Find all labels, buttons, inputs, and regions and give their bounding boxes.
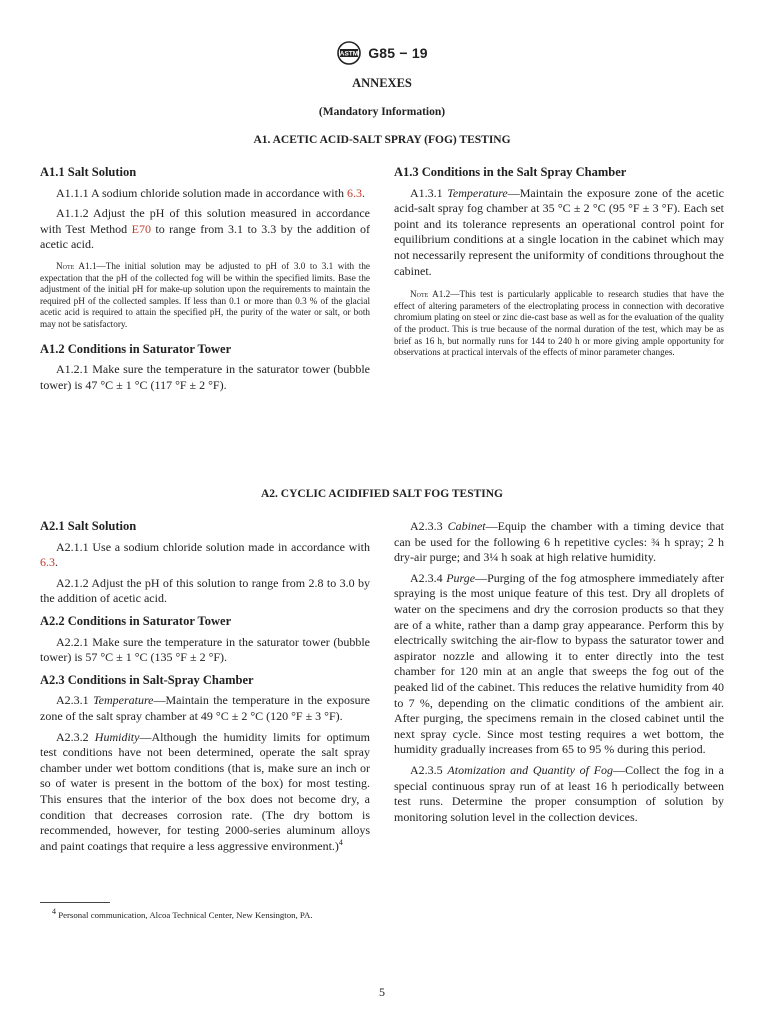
a2-right-column (394, 519, 724, 825)
para-a2-3-2: A2.3.2 Humidity—Although the humidity limits for optimum test conditions have not been determined, operate the salt spray chamber under wet bottom conditions (that is, make sure an inch or so of water is present in the bottom of the box) for most testing. This ensures that the interior of the box does not become dry, a condition that decreases corrosion rate. (The dry bottom is recommended, however, for testing 2000-series aluminum alloys and paint coatings that require a less aggressive environment.)$^4$ (40, 729, 370, 853)
para-a2-2-1: A2.2.1 Make sure the temperature in the saturator tower (bubble tower) is 57 °C ± 1 °C (135 °F ± 2 °F). (40, 634, 370, 665)
annex-a1-title: A1. ACETIC ACID-SALT SPRAY (FOG) TESTING (253, 134, 511, 146)
annexes-heading: ANNEXES (352, 76, 412, 90)
para-a1-2-1: A1.2.1 Make sure the temperature in the saturator tower (bubble tower) is 47 °C ± 1 °C (117 °F ± 2 °F). (40, 362, 370, 392)
para-a2-3-4: A2.3.4 Purge—Purging of the fog atmosphere immediately after spraying is the most unique feature of this test. Dry all droplets of water on the specimens and dry the corrosion products so that they are of a white, rather than a damp gray appearance. Perform this by electrically switching the air-flow to bypass the saturator tower and aspirator nozzle and allowing it to enter directly into the test chamber for 120 min at an angle that sweeps the fog out of the peaked lid of the cabinet. This reduces the relative humidity from 40 to 7 %, depending on the climatic conditions of the ambient air. After purging, the specimens remain in the closed cabinet until the next spray cycle. Since most testing requires a wet bottom, the humidity gradually increases from 65 to 95 % during this period. (394, 570, 724, 757)
footnote-ref-4[interactable]: 4 (338, 837, 343, 847)
footnote-rule (40, 902, 110, 903)
svg-text:ASTM: ASTM (339, 50, 359, 58)
heading-a2-2: A2.2 Conditions in Saturator Tower (40, 613, 232, 628)
heading-a1-1: A1.1 Salt Solution (40, 165, 137, 179)
a2-left-column (40, 519, 370, 854)
a1-right-column (394, 165, 724, 359)
para-a2-3-3: A2.3.3 Cabinet—Equip the chamber with a timing device that can be used for the following 6 h repetitive cycles: ¾ h spray; 2 h dry-air purge; and 3¼ h soak at high relative humidity. (394, 519, 725, 565)
note-a1-2: Note A1.2—This test is particularly applicable to research studies that have the effect of altering parameters of the electroplating process in connection with decorative chromium plating on steel or zinc die-cast base as well as for the evaluation of the quality of the product. This is true because of the normal duration of the test, which may be as brief as 16 h, but normally runs for 144 to 240 h or more giving ample opportunity for observations at practical intervals of the effects of minor parameter changes. (394, 289, 724, 358)
para-a1-3-1: A1.3.1 Temperature—Maintain the exposure zone of the acetic acid-salt spray fog chamber at 35 °C ± 2 °C (95 °F ± 3 °F). Each set point and its tolerance represents an operational control point for equilibrium conditions at a single location in the cabinet which may not necessarily represent the uniformity of conditions throughout the cabinet. (394, 185, 725, 278)
link-section-6-3-a2[interactable]: 6.3 (40, 555, 55, 570)
heading-a1-2: A1.2 Conditions in Saturator Tower (40, 341, 232, 356)
para-a2-3-5: A2.3.5 Atomization and Quantity of Fog—Collect the fog in a special continuous spray run of at least 16 h periodically between test runs. Determine the proper consumption of solution by monitoring solution level in the collection devices. (394, 762, 725, 824)
note-a1-1: Note A1.1—The initial solution may be adjusted to pH of 3.0 to 3.1 with the expectation that the pH of the collected fog will be within the specified limits. Base the adjustment of the initial pH for make-up solution upon the requirements to maintain the required pH of the collected samples. If less than 0.1 or more than 0.3 % of the glacial acetic acid is required to attain the specified pH, the purity of the water or salt, or both may not be satisfactory. (40, 260, 370, 329)
para-a2-1-1: A2.1.1 Use a sodium chloride solution made in accordance with 6.3. (40, 539, 370, 570)
designation: G85 − 19 (368, 45, 428, 61)
para-a2-3-1: A2.3.1 Temperature—Maintain the temperature in the exposure zone of the salt spray chamber at 49 °C ± 2 °C (120 °F ± 3 °F). (40, 693, 370, 723)
heading-a2-3: A2.3 Conditions in Salt-Spray Chamber (40, 672, 254, 687)
heading-a1-3: A1.3 Conditions in the Salt Spray Chamber (394, 165, 627, 179)
para-a1-1-1: A1.1.1 A sodium chloride solution made in accordance with 6.3. (56, 185, 365, 200)
a1-left-column (40, 165, 370, 393)
para-a1-1-2: A1.1.2 Adjust the pH of this solution measured in accordance with Test Method E70 to range from 3.1 to 3.3 by the addition of acetic acid. (40, 206, 371, 252)
astm-logo-icon (336, 40, 362, 66)
link-section-6-3[interactable]: 6.3 (346, 185, 362, 200)
para-a2-1-2: A2.1.2 Adjust the pH of this solution to range from 2.8 to 3.0 by the addition of acetic acid. (40, 575, 370, 606)
heading-a2-1: A2.1 Salt Solution (40, 519, 137, 533)
footnote: $^4$ Personal communication, Alcoa Technical Center, New Kensington, PA. (52, 907, 313, 920)
astm-logo (336, 40, 428, 66)
document-header (0, 40, 764, 71)
mandatory-information: (Mandatory Information) (318, 106, 446, 118)
link-test-method-e70[interactable]: E70 (131, 221, 151, 236)
annex-a2-title: A2. CYCLIC ACIDIFIED SALT FOG TESTING (261, 488, 503, 500)
page-number: 5 (379, 985, 385, 999)
